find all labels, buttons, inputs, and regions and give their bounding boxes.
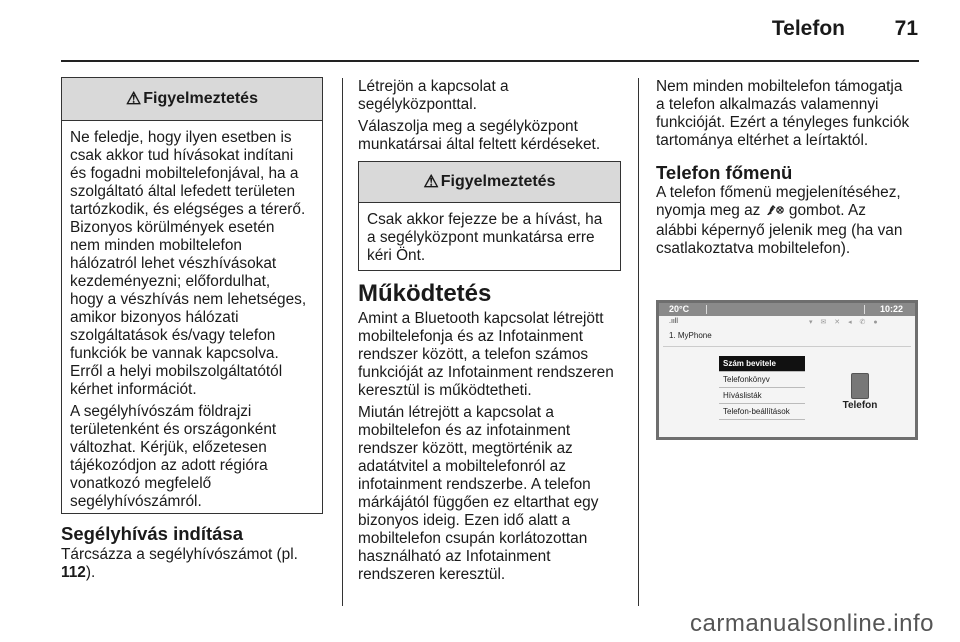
section-text: Tárcsázza a segélyhívószámot (pl. 112). [61,546,298,581]
emergency-number: 112 [61,564,86,581]
phone-app-icon [851,373,869,399]
warning-box [358,161,621,271]
operation-section [358,280,636,588]
column-separator [638,78,639,606]
screen-display [659,303,915,437]
phone-app-tile[interactable] [835,373,885,411]
body-paragraph: Nem minden mobiltelefon támogatja a telefon alkalmazás valamennyi funkcióját. Ezért a tényleges funkciók tartománya eltérhet a leírtaktól. [656,78,910,149]
menu-item-call-lists[interactable]: Híváslisták [719,388,805,404]
phone-app-label: Telefon [842,400,878,411]
warning-box [61,77,323,514]
warning-header [62,78,322,121]
menu-item-phonebook[interactable]: Telefonkönyv [719,372,805,388]
menu-item-phone-settings[interactable]: Telefon-beállítások [719,404,805,420]
body-paragraph: Miután létrejött a kapcsolat a mobiltelefon és az infotainment rendszer között, megtörténik az adatátvitel a mobiltelefonról az infotainment rendszerbe. A telefon márkájától függően ez eltarthat egy bizonyos ideig. Ezen idő alatt a mobiltelefon csupán korlátozottan használható az Infotainment rendszeren keresztül. [358,404,599,583]
warning-header [359,162,620,203]
page-header-title: Telefon [771,17,845,40]
watermark: carmanualsonline.info [690,610,934,637]
phone-mute-icon [765,203,785,222]
column-separator [342,78,343,606]
body-paragraph: Létrejön a kapcsolat a segélyközponttal. [358,78,509,113]
body-paragraph: Amint a Bluetooth kapcsolat létrejött mobiltelefonja és az Infotainment rendszer között, a telefon számos funkcióját az Infotainment rendszeren keresztül is működtetheti. [358,310,614,399]
clock: 10:22 [879,304,903,314]
menu-item-dial-number[interactable]: Szám bevitele [719,356,805,372]
warning-body [359,203,620,265]
emergency-call-section [61,523,331,586]
section-heading: Telefon főmenü [656,162,793,183]
warning-icon: ⚠ [126,89,142,108]
status-icons: ▾ ✉ ✕ ◂ ✆ ● [809,319,881,326]
warning-title: Figyelmeztetés [440,173,556,190]
warning-icon: ⚠ [423,172,439,191]
phone-name: 1. MyPhone [669,331,712,340]
phone-menu [719,356,805,420]
body-paragraph: A telefon főmenü megjelenítéséhez, nyomja meg az gombot. Az alábbi képernyő jelenik meg (ha van csatlakoztatva mobiltelefon). [656,184,903,257]
warning-body [62,121,322,511]
warning-paragraph: Ne feledje, hogy ilyen esetben is csak akkor tud hívásokat indítani és fogadni mobiltelefonjával, ha a szolgáltató által lefedett területen tartózkodik, és elégséges a térerő. Bizonyos körülmények esetén nem minden mobiltelefon hálózatról lehet vészhívásokat kezdeményezni; előfordulhat, hogy a vészhívás nem lehetséges, amikor bizonyos hálózati szolgáltatások és/vagy telefon funkciók be vannak kapcsolva. Erről a helyi mobilszolgáltatótól kérhet információt. [70,129,307,398]
infotainment-screen [656,300,918,440]
header-rule [61,60,919,62]
temperature: 20°C [669,304,690,314]
warning-title: Figyelmeztetés [143,90,258,107]
middle-intro [358,78,636,158]
warning-paragraph: Csak akkor fejezze be a hívást, ha a segélyközpont munkatársa erre kéri Önt. [367,211,603,264]
body-paragraph: Válaszolja meg a segélyközpont munkatársai által feltett kérdéseket. [358,118,601,153]
right-column [656,78,918,262]
section-heading: Működtetés [358,280,492,307]
warning-paragraph: A segélyhívószám földrajzi területenként és országonként változhat. Kérjük, előzetesen tájékozódjon az adott régióra vonatkozó megfelelő segélyhívószámról. [70,403,277,510]
signal-icon: .ııll [669,318,678,325]
section-heading: Segélyhívás indítása [61,523,244,544]
page-number: 71 [894,17,918,40]
status-bar [659,303,915,316]
